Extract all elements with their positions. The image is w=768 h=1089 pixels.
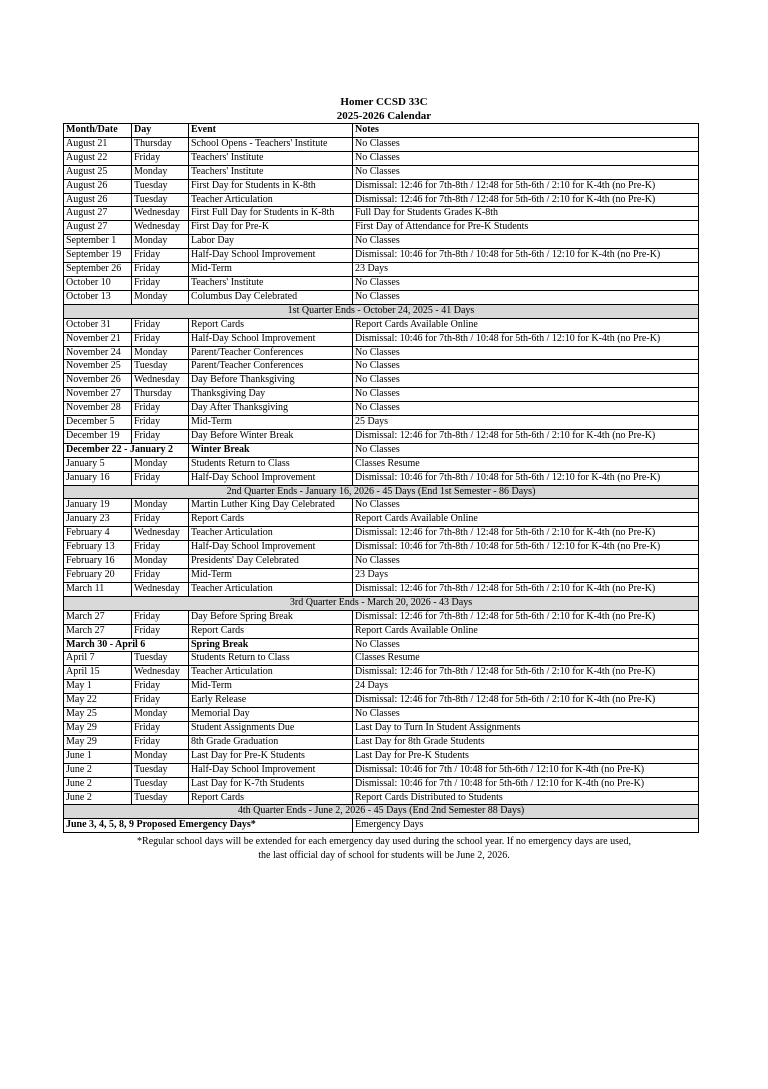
table-row	[64, 569, 699, 583]
cell-date: April 15	[64, 666, 132, 680]
cell-date: February 4	[64, 527, 132, 541]
header-month-date: Month/Date	[64, 124, 132, 138]
cell-notes: First Day of Attendance for Pre-K Students	[353, 221, 699, 235]
cell-event: Labor Day	[189, 235, 353, 249]
cell-day: Thursday	[132, 137, 189, 151]
cell-event: Memorial Day	[189, 708, 353, 722]
cell-date: October 10	[64, 276, 132, 290]
cell-day: Friday	[132, 721, 189, 735]
quarter-end-row	[64, 805, 699, 819]
table-row	[64, 680, 699, 694]
cell-date: November 21	[64, 332, 132, 346]
cell-day: Monday	[132, 499, 189, 513]
cell-event: First Day for Students in K-8th	[189, 179, 353, 193]
cell-event: First Full Day for Students in K-8th	[189, 207, 353, 221]
cell-date: September 1	[64, 235, 132, 249]
table-header-row	[64, 124, 699, 138]
cell-event: Teacher Articulation	[189, 193, 353, 207]
page-title: Homer CCSD 33C	[340, 96, 428, 108]
cell-day: Friday	[132, 513, 189, 527]
cell-event: Teachers' Institute	[189, 276, 353, 290]
table-row	[64, 541, 699, 555]
cell-date: November 28	[64, 402, 132, 416]
table-row	[64, 193, 699, 207]
cell-date: February 13	[64, 541, 132, 555]
quarter-end-row	[64, 485, 699, 499]
table-row	[64, 221, 699, 235]
table-row	[64, 666, 699, 680]
cell-day: Wednesday	[132, 221, 189, 235]
footnote-line-2: the last official day of school for students will be June 2, 2026.	[258, 850, 510, 862]
cell-day: Friday	[132, 416, 189, 430]
cell-date: October 13	[64, 290, 132, 304]
table-row	[64, 763, 699, 777]
cell-event: Teacher Articulation	[189, 582, 353, 596]
emergency-row	[64, 819, 699, 833]
table-row	[64, 235, 699, 249]
cell-date: January 5	[64, 457, 132, 471]
table-row	[64, 582, 699, 596]
break-row	[64, 638, 699, 652]
cell-notes: No Classes	[353, 402, 699, 416]
emergency-notes: Emergency Days	[353, 819, 699, 833]
cell-day: Friday	[132, 402, 189, 416]
cell-day: Friday	[132, 318, 189, 332]
cell-day: Friday	[132, 276, 189, 290]
cell-date: March 27	[64, 624, 132, 638]
cell-event: Early Release	[189, 694, 353, 708]
cell-date: October 31	[64, 318, 132, 332]
cell-day: Tuesday	[132, 763, 189, 777]
emergency-days: June 3, 4, 5, 8, 9 Proposed Emergency Days*	[64, 819, 353, 833]
cell-notes: Dismissal: 12:46 for 7th-8th / 12:48 for 5th-6th / 2:10 for K-4th (no Pre-K)	[353, 666, 699, 680]
cell-event: 8th Grade Graduation	[189, 735, 353, 749]
cell-notes: Classes Resume	[353, 652, 699, 666]
cell-event: Day After Thanksgiving	[189, 402, 353, 416]
cell-day: Monday	[132, 165, 189, 179]
cell-notes: Dismissal: 12:46 for 7th-8th / 12:48 for 5th-6th / 2:10 for K-4th (no Pre-K)	[353, 694, 699, 708]
table-row	[64, 207, 699, 221]
cell-event: Parent/Teacher Conferences	[189, 360, 353, 374]
header-notes: Notes	[353, 124, 699, 138]
cell-date: November 24	[64, 346, 132, 360]
cell-date: February 16	[64, 555, 132, 569]
table-row	[64, 694, 699, 708]
cell-day: Friday	[132, 332, 189, 346]
cell-notes: Report Cards Available Online	[353, 624, 699, 638]
quarter-end-text: 2nd Quarter Ends - January 16, 2026 - 45 Days (End 1st Semester - 86 Days)	[64, 485, 699, 499]
cell-event: Presidents' Day Celebrated	[189, 555, 353, 569]
quarter-end-text: 3rd Quarter Ends - March 20, 2026 - 43 Days	[64, 596, 699, 610]
cell-event: Mid-Term	[189, 569, 353, 583]
cell-day: Wednesday	[132, 666, 189, 680]
cell-notes: Dismissal: 12:46 for 7th-8th / 12:48 for 5th-6th / 2:10 for K-4th (no Pre-K)	[353, 429, 699, 443]
cell-notes: No Classes	[353, 374, 699, 388]
footnote-line-1: *Regular school days will be extended for each emergency day used during the school year. If no emergency days are used,	[137, 836, 631, 848]
cell-notes: 24 Days	[353, 680, 699, 694]
table-row	[64, 624, 699, 638]
cell-event: Last Day for Pre-K Students	[189, 749, 353, 763]
table-row	[64, 708, 699, 722]
table-row	[64, 749, 699, 763]
quarter-end-text: 4th Quarter Ends - June 2, 2026 - 45 Days (End 2nd Semester 88 Days)	[64, 805, 699, 819]
cell-event: Last Day for K-7th Students	[189, 777, 353, 791]
cell-notes: No Classes	[353, 555, 699, 569]
cell-notes: Dismissal: 10:46 for 7th-8th / 10:48 for 5th-6th / 12:10 for K-4th (no Pre-K)	[353, 332, 699, 346]
cell-notes: Dismissal: 12:46 for 7th-8th / 12:48 for 5th-6th / 2:10 for K-4th (no Pre-K)	[353, 527, 699, 541]
table-row	[64, 499, 699, 513]
cell-day: Friday	[132, 680, 189, 694]
cell-day: Wednesday	[132, 374, 189, 388]
cell-date: November 26	[64, 374, 132, 388]
break-dates: March 30 - April 6	[64, 638, 189, 652]
cell-day: Monday	[132, 749, 189, 763]
cell-day: Monday	[132, 290, 189, 304]
cell-day: Wednesday	[132, 207, 189, 221]
page-subtitle: 2025-2026 Calendar	[336, 110, 432, 122]
table-row	[64, 151, 699, 165]
cell-notes: Report Cards Available Online	[353, 513, 699, 527]
cell-notes: No Classes	[353, 290, 699, 304]
cell-event: Teacher Articulation	[189, 527, 353, 541]
cell-notes: No Classes	[353, 165, 699, 179]
cell-notes: Last Day for Pre-K Students	[353, 749, 699, 763]
table-row	[64, 360, 699, 374]
cell-date: May 1	[64, 680, 132, 694]
cell-date: August 22	[64, 151, 132, 165]
cell-notes: No Classes	[353, 151, 699, 165]
cell-notes: 23 Days	[353, 569, 699, 583]
header-day: Day	[132, 124, 189, 138]
cell-day: Friday	[132, 263, 189, 277]
table-row	[64, 429, 699, 443]
cell-day: Tuesday	[132, 791, 189, 805]
cell-event: Report Cards	[189, 318, 353, 332]
cell-event: Half-Day School Improvement	[189, 332, 353, 346]
cell-event: Students Return to Class	[189, 457, 353, 471]
cell-event: Martin Luther King Day Celebrated	[189, 499, 353, 513]
cell-notes: Last Day to Turn In Student Assignments	[353, 721, 699, 735]
cell-date: May 29	[64, 735, 132, 749]
cell-day: Tuesday	[132, 777, 189, 791]
cell-day: Thursday	[132, 388, 189, 402]
cell-date: September 19	[64, 249, 132, 263]
cell-date: November 27	[64, 388, 132, 402]
cell-day: Friday	[132, 624, 189, 638]
cell-notes: No Classes	[353, 499, 699, 513]
cell-event: Day Before Winter Break	[189, 429, 353, 443]
cell-day: Tuesday	[132, 193, 189, 207]
table-row	[64, 249, 699, 263]
cell-event: Columbus Day Celebrated	[189, 290, 353, 304]
table-row	[64, 318, 699, 332]
cell-notes: No Classes	[353, 388, 699, 402]
table-row	[64, 721, 699, 735]
cell-date: June 2	[64, 791, 132, 805]
cell-date: March 11	[64, 582, 132, 596]
table-row	[64, 290, 699, 304]
cell-date: May 25	[64, 708, 132, 722]
quarter-end-text: 1st Quarter Ends - October 24, 2025 - 41 Days	[64, 304, 699, 318]
cell-notes: No Classes	[353, 137, 699, 151]
cell-event: Half-Day School Improvement	[189, 471, 353, 485]
cell-date: January 19	[64, 499, 132, 513]
table-row	[64, 137, 699, 151]
cell-event: Report Cards	[189, 791, 353, 805]
cell-date: August 27	[64, 207, 132, 221]
cell-notes: Last Day for 8th Grade Students	[353, 735, 699, 749]
table-row	[64, 652, 699, 666]
quarter-end-row	[64, 596, 699, 610]
break-event: Winter Break	[189, 443, 353, 457]
cell-day: Monday	[132, 457, 189, 471]
calendar-table	[63, 123, 699, 833]
cell-event: Student Assignments Due	[189, 721, 353, 735]
cell-event: First Day for Pre-K	[189, 221, 353, 235]
cell-notes: Dismissal: 10:46 for 7th-8th / 10:48 for 5th-6th / 12:10 for K-4th (no Pre-K)	[353, 471, 699, 485]
cell-notes: No Classes	[353, 360, 699, 374]
table-row	[64, 735, 699, 749]
break-dates: December 22 - January 2	[64, 443, 189, 457]
cell-event: Thanksgiving Day	[189, 388, 353, 402]
table-row	[64, 527, 699, 541]
cell-day: Friday	[132, 429, 189, 443]
cell-date: June 2	[64, 763, 132, 777]
cell-event: Teachers' Institute	[189, 151, 353, 165]
table-row	[64, 263, 699, 277]
cell-event: Report Cards	[189, 513, 353, 527]
cell-date: February 20	[64, 569, 132, 583]
table-row	[64, 332, 699, 346]
cell-day: Friday	[132, 471, 189, 485]
cell-day: Friday	[132, 569, 189, 583]
table-row	[64, 777, 699, 791]
cell-notes: Classes Resume	[353, 457, 699, 471]
cell-notes: Dismissal: 12:46 for 7th-8th / 12:48 for 5th-6th / 2:10 for K-4th (no Pre-K)	[353, 179, 699, 193]
cell-day: Wednesday	[132, 527, 189, 541]
table-row	[64, 416, 699, 430]
cell-day: Friday	[132, 249, 189, 263]
table-row	[64, 791, 699, 805]
cell-date: January 23	[64, 513, 132, 527]
cell-notes: No Classes	[353, 276, 699, 290]
cell-event: Day Before Spring Break	[189, 610, 353, 624]
table-row	[64, 388, 699, 402]
header-event: Event	[189, 124, 353, 138]
break-event: Spring Break	[189, 638, 353, 652]
table-row	[64, 555, 699, 569]
cell-event: Teachers' Institute	[189, 165, 353, 179]
cell-day: Monday	[132, 235, 189, 249]
table-row	[64, 276, 699, 290]
cell-notes: Dismissal: 12:46 for 7th-8th / 12:48 for 5th-6th / 2:10 for K-4th (no Pre-K)	[353, 582, 699, 596]
cell-event: Half-Day School Improvement	[189, 541, 353, 555]
table-row	[64, 457, 699, 471]
cell-date: May 22	[64, 694, 132, 708]
cell-date: August 26	[64, 193, 132, 207]
cell-day: Friday	[132, 610, 189, 624]
cell-notes: Dismissal: 12:46 for 7th-8th / 12:48 for 5th-6th / 2:10 for K-4th (no Pre-K)	[353, 193, 699, 207]
cell-notes: Dismissal: 10:46 for 7th / 10:48 for 5th-6th / 12:10 for K-4th (no Pre-K)	[353, 763, 699, 777]
table-row	[64, 513, 699, 527]
table-row	[64, 374, 699, 388]
cell-event: Mid-Term	[189, 416, 353, 430]
break-row	[64, 443, 699, 457]
cell-event: School Opens - Teachers' Institute	[189, 137, 353, 151]
footnote	[0, 835, 768, 863]
table-row	[64, 179, 699, 193]
cell-date: August 27	[64, 221, 132, 235]
cell-day: Tuesday	[132, 360, 189, 374]
cell-notes: No Classes	[353, 708, 699, 722]
calendar-body	[64, 137, 699, 832]
cell-day: Monday	[132, 708, 189, 722]
cell-day: Friday	[132, 151, 189, 165]
cell-date: April 7	[64, 652, 132, 666]
cell-event: Half-Day School Improvement	[189, 249, 353, 263]
cell-event: Day Before Thanksgiving	[189, 374, 353, 388]
cell-date: September 26	[64, 263, 132, 277]
cell-date: December 5	[64, 416, 132, 430]
cell-notes: Report Cards Distributed to Students	[353, 791, 699, 805]
table-row	[64, 471, 699, 485]
cell-notes: Dismissal: 10:46 for 7th-8th / 10:48 for 5th-6th / 12:10 for K-4th (no Pre-K)	[353, 541, 699, 555]
cell-notes: Dismissal: 10:46 for 7th-8th / 10:48 for 5th-6th / 12:10 for K-4th (no Pre-K)	[353, 249, 699, 263]
cell-date: December 19	[64, 429, 132, 443]
cell-day: Friday	[132, 735, 189, 749]
cell-date: August 26	[64, 179, 132, 193]
cell-date: November 25	[64, 360, 132, 374]
cell-event: Students Return to Class	[189, 652, 353, 666]
cell-notes: 23 Days	[353, 263, 699, 277]
quarter-end-row	[64, 304, 699, 318]
cell-event: Mid-Term	[189, 680, 353, 694]
cell-notes: Report Cards Available Online	[353, 318, 699, 332]
cell-notes: No Classes	[353, 235, 699, 249]
cell-date: June 2	[64, 777, 132, 791]
cell-date: May 29	[64, 721, 132, 735]
cell-event: Half-Day School Improvement	[189, 763, 353, 777]
cell-event: Parent/Teacher Conferences	[189, 346, 353, 360]
cell-notes: Full Day for Students Grades K-8th	[353, 207, 699, 221]
cell-notes: Dismissal: 10:46 for 7th / 10:48 for 5th-6th / 12:10 for K-4th (no Pre-K)	[353, 777, 699, 791]
table-row	[64, 402, 699, 416]
cell-event: Teacher Articulation	[189, 666, 353, 680]
cell-date: June 1	[64, 749, 132, 763]
cell-day: Tuesday	[132, 179, 189, 193]
cell-event: Report Cards	[189, 624, 353, 638]
cell-date: August 21	[64, 137, 132, 151]
table-row	[64, 346, 699, 360]
cell-day: Tuesday	[132, 652, 189, 666]
break-notes: No Classes	[353, 443, 699, 457]
table-row	[64, 610, 699, 624]
cell-day: Friday	[132, 694, 189, 708]
cell-date: March 27	[64, 610, 132, 624]
break-notes: No Classes	[353, 638, 699, 652]
cell-day: Friday	[132, 541, 189, 555]
table-row	[64, 165, 699, 179]
cell-event: Mid-Term	[189, 263, 353, 277]
cell-date: January 16	[64, 471, 132, 485]
cell-notes: Dismissal: 12:46 for 7th-8th / 12:48 for 5th-6th / 2:10 for K-4th (no Pre-K)	[353, 610, 699, 624]
cell-notes: No Classes	[353, 346, 699, 360]
cell-date: August 25	[64, 165, 132, 179]
cell-day: Monday	[132, 346, 189, 360]
cell-day: Monday	[132, 555, 189, 569]
cell-day: Wednesday	[132, 582, 189, 596]
cell-notes: 25 Days	[353, 416, 699, 430]
